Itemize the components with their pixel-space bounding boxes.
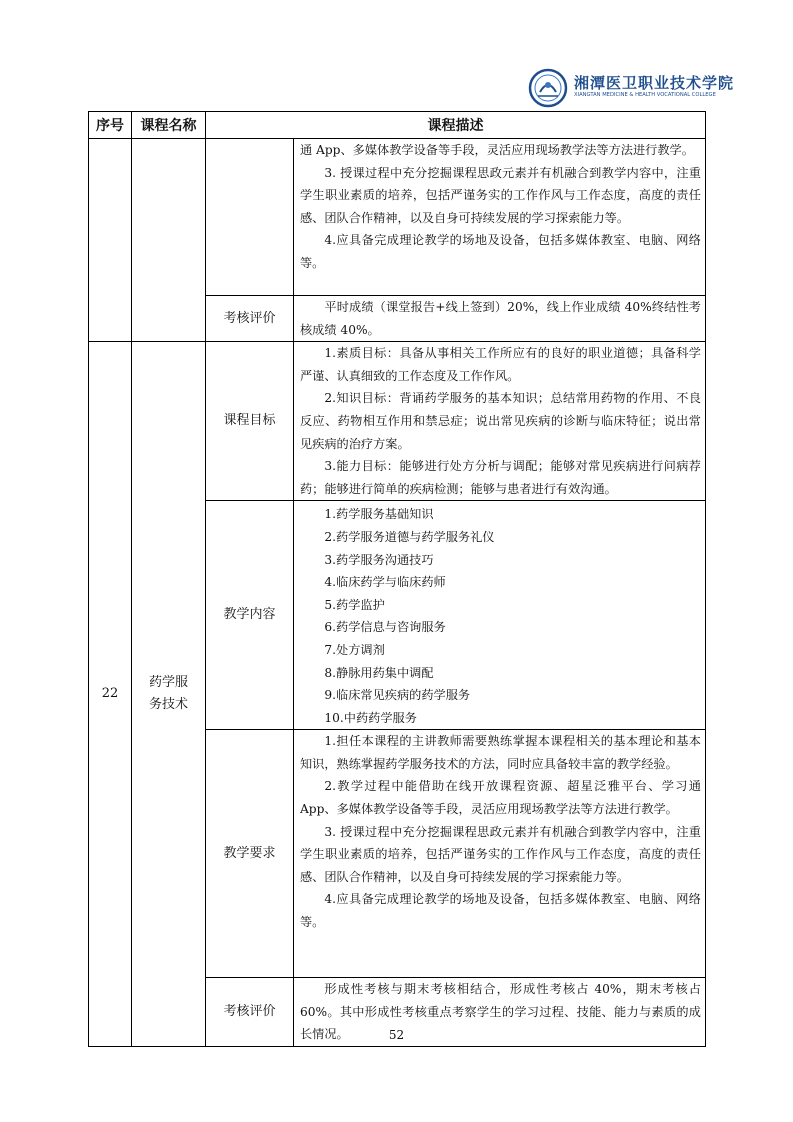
list-item: 7.处方调剂 [324,642,385,657]
course-name: 药学服务技术 [132,342,206,1047]
header-course-description: 课程描述 [206,112,706,139]
prev-assessment-label: 考核评价 [206,296,294,342]
logo-text-english: XIANGTAN MEDICINE & HEALTH VOCATIONAL COLLEGE [574,92,716,98]
list-item: 6.药学信息与咨询服务 [324,620,446,635]
list-item: 2.药学服务道德与药学服务礼仪 [324,529,495,544]
course-table [88,111,706,1047]
list-item: 1.药学服务基础知识 [324,507,434,522]
objectives-text: 1.素质目标：具备从事相关工作所应有的良好的职业道德；具备科学严谨、认真细致的工作态度及工作作风。 2.知识目标：背诵药学服务的基本知识；总结常用药物的作用、不良反应、药物相互作用和禁忌症；说出常见疾病的诊断与临床特征；说出常见疾病的治疗方案。 3.能力目标：能够进行处方分析与调配；能够对常见疾病进行问病荐药；能够进行简单的疾病检测；能够与患者进行有效沟通。 [294,342,706,501]
table-row [89,342,706,501]
header-course-name: 课程名称 [132,112,206,139]
list-item: 10.中药药学服务 [324,710,417,725]
list-item: 5.药学监护 [324,597,385,612]
header-index: 序号 [89,112,132,139]
logo-text-chinese: 湘潭医卫职业技术学院 [574,74,735,92]
objectives-label: 课程目标 [206,342,294,501]
page-number: 52 [388,1028,405,1042]
list-item: 3.药学服务沟通技巧 [324,552,434,567]
content-list [294,501,706,730]
assessment-label: 考核评价 [206,978,294,1047]
course-index: 22 [89,342,132,1047]
prev-section-cell [206,139,294,296]
prev-assessment-text: 平时成绩（课堂报告+线上签到）20%，线上作业成绩 40%终结性考核成绩 40%。 [294,296,706,342]
prev-teaching-requirements: 通 App、多媒体教学设备等手段，灵活应用现场教学法等方法进行教学。 3. 授课过程中充分挖掘课程思政元素并有机融合到教学内容中，注重学生职业素质的培养，包括严谨务实的工作作风与工作态度，高度的责任感、团队合作精神，以及自身可持续发展的学习探索能力等。 4.应具备完成理论教学的场地及设备，包括多媒体教室、电脑、网络等。 [294,139,706,296]
prev-name-cell [132,139,206,342]
college-logo [526,68,735,108]
table-row [89,139,706,296]
table-header-row [89,112,706,139]
list-item: 8.静脉用药集中调配 [324,665,434,680]
list-item: 9.临床常见疾病的药学服务 [324,688,471,703]
prev-index-cell [89,139,132,342]
assessment-text: 形成性考核与期末考核相结合，形成性考核占 40%，期末考核占 60%。其中形成性考核重点考察学生的学习过程、技能、能力与素质的成长情况。 [294,978,706,1047]
college-emblem-icon [526,68,570,108]
content-label: 教学内容 [206,501,294,730]
requirements-label: 教学要求 [206,730,294,978]
requirements-text: 1.担任本课程的主讲教师需要熟练掌握本课程相关的基本理论和基本知识，熟练掌握药学服务技术的方法，同时应具备较丰富的教学经验。 2.教学过程中能借助在线开放课程资源、超星泛雅平台、学习通 App、多媒体教学设备等手段，灵活应用现场教学法等方法进行教学。 3. 授课过程中充分挖掘课程思政元素并有机融合到教学内容中，注重学生职业素质的培养，包括严谨务实的工作作风与工作态度，高度的责任感、团队合作精神，以及自身可持续发展的学习探索能力等。 4.应具备完成理论教学的场地及设备，包括多媒体教室、电脑、网络等。 [294,730,706,978]
list-item: 4.临床药学与临床药师 [324,575,446,590]
